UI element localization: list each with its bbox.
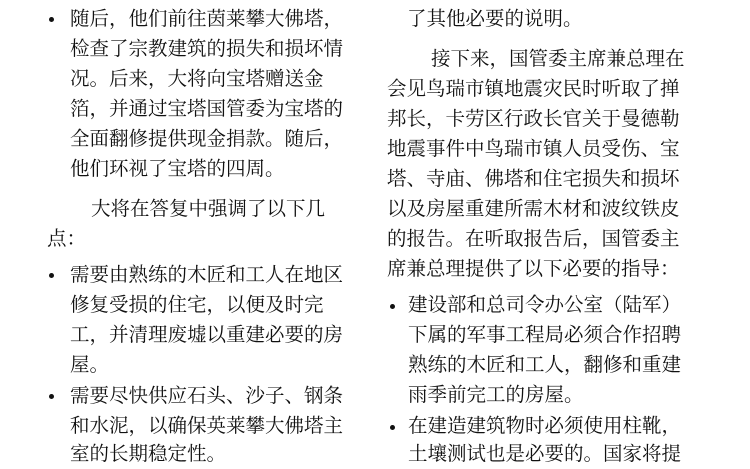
text-line: 熟练的木匠和工人，翻修和重建 bbox=[408, 353, 682, 376]
text-line: 需要尽快供应石头、沙子、钢条 bbox=[70, 384, 344, 407]
text-line: 点： bbox=[47, 227, 87, 250]
text-line: 和水泥，以确保英莱攀大佛塔主 bbox=[70, 414, 344, 437]
text-line: 下属的军事工程局必须合作招聘 bbox=[408, 323, 682, 346]
text-line: 了其他必要的说明。 bbox=[407, 7, 583, 30]
text-line: 全面翻修提供现金捐款。随后， bbox=[70, 127, 344, 150]
text-line: 修复受损的住宅，以便及时完 bbox=[70, 293, 324, 316]
text-line: 席兼总理提供了以下必要的指导： bbox=[387, 257, 680, 280]
text-line: 以及房屋重建所需木材和波纹铁皮 bbox=[387, 197, 680, 220]
text-line: 检查了宗教建筑的损失和损坏情 bbox=[70, 37, 344, 60]
text-line: 雨季前完工的房屋。 bbox=[408, 383, 584, 406]
text-line: 随后，他们前往茵莱攀大佛塔， bbox=[70, 7, 344, 30]
bullet-dot-icon bbox=[49, 394, 54, 399]
text-line: 他们环视了宝塔的四周。 bbox=[70, 157, 285, 180]
text-line: 塔、寺庙、佛塔和住宅损失和损坏 bbox=[387, 167, 680, 190]
bullet-dot-icon bbox=[390, 425, 395, 430]
text-line: 屋。 bbox=[70, 353, 110, 376]
bullet-dot-icon bbox=[49, 273, 54, 278]
text-line: 建设部和总司令办公室（陆军） bbox=[408, 293, 682, 316]
text-line: 的报告。在听取报告后，国管委主 bbox=[387, 227, 680, 250]
text-line: 室的长期稳定性。 bbox=[70, 442, 227, 465]
text-line: 接下来，国管委主席兼总理在 bbox=[431, 47, 685, 70]
text-line: 邦长，卡劳区行政长官关于曼德勒 bbox=[387, 107, 680, 130]
bullet-dot-icon bbox=[49, 17, 54, 22]
text-line: 地震事件中鸟瑞市镇人员受伤、宝 bbox=[387, 137, 680, 160]
text-line: 土壤测试也是必要的。国家将提 bbox=[408, 442, 682, 465]
text-line: 在建造建筑物时必须使用柱靴， bbox=[408, 414, 682, 437]
text-line: 况。后来，大将向宝塔赠送金 bbox=[70, 67, 324, 90]
text-line: 会见鸟瑞市镇地震灾民时听取了掸 bbox=[387, 77, 680, 100]
text-line: 大将在答复中强调了以下几 bbox=[91, 197, 326, 220]
text-line: 箔，并通过宝塔国管委为宝塔的 bbox=[70, 97, 344, 120]
text-line: 需要由熟练的木匠和工人在地区 bbox=[70, 263, 344, 286]
bullet-dot-icon bbox=[390, 304, 395, 309]
text-line: 工，并清理废墟以重建必要的房 bbox=[70, 323, 344, 346]
